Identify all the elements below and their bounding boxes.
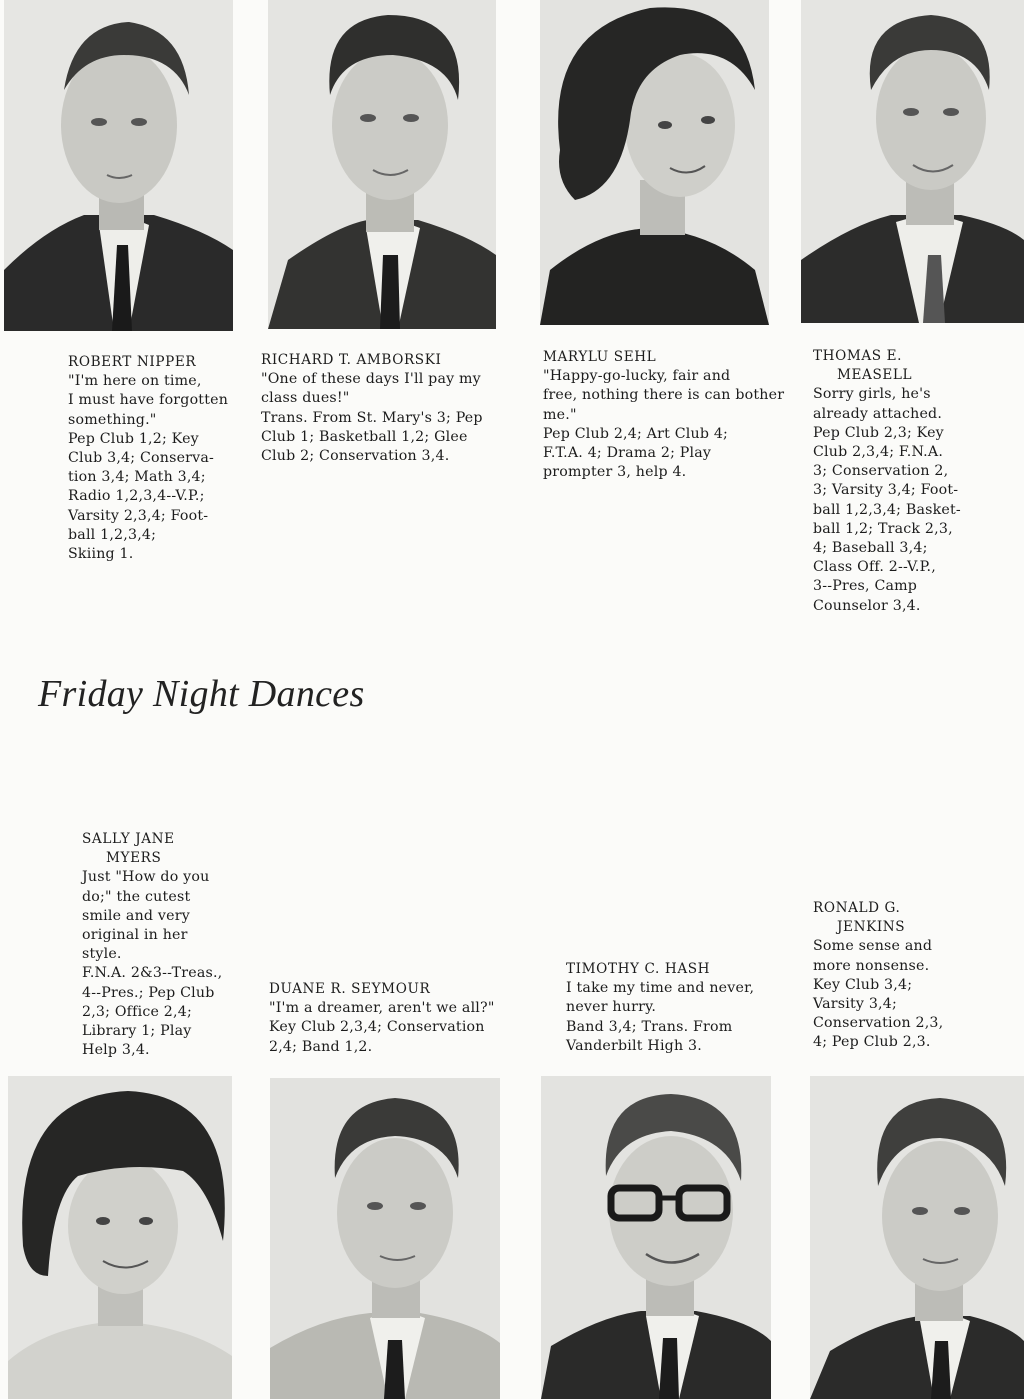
bio-duane-seymour <box>269 980 529 1057</box>
student-bio-text: I take my time and never, never hurry. Band 3,4; Trans. From Vanderbilt High 3. <box>566 980 755 1054</box>
section-title: Friday Night Dances <box>38 673 365 715</box>
student-name: ROBERT NIPPER <box>68 354 197 370</box>
bio-ronald-jenkins <box>813 899 1003 1053</box>
student-name: THOMAS E. <box>813 348 903 364</box>
student-name: RONALD G. <box>813 900 901 916</box>
student-name: TIMOTHY C. HASH <box>566 961 711 977</box>
student-bio-text: "One of these days I'll pay my class dues!" Trans. From St. Mary's 3; Pep Club 1; Basketball 1,2; Glee Club 2; Conservation 3,4. <box>261 371 483 465</box>
student-name: SALLY JANE <box>82 831 175 847</box>
student-bio-text: Some sense and more nonsense. Key Club 3,4; Varsity 3,4; Conservation 2,3, 4; Pep Club 2,3. <box>813 938 944 1051</box>
bio-sally-myers <box>82 830 262 1060</box>
portrait-duane-seymour <box>270 1078 500 1399</box>
portrait-thomas-measell <box>801 0 1024 323</box>
student-bio-text: "I'm here on time, I must have forgotten something." Pep Club 1,2; Key Club 3,4; Conserva- tion 3,4; Math 3,4; Radio 1,2,3,4--V.P.; Varsity 2,3,4; Foot- ball 1,2,3,4; Skiing 1. <box>68 373 229 563</box>
student-bio-text: Just "How do you do;" the cutest smile and very original in her style. F.N.A. 2&3--Treas., 4--Pres.; Pep Club 2,3; Office 2,4; Library 1; Play Help 3,4. <box>82 869 223 1059</box>
bio-marylu-sehl <box>543 348 803 482</box>
student-bio-text: Sorry girls, he's already attached. Pep Club 2,3; Key Club 2,3,4; F.N.A. 3; Conservation 2, 3; Varsity 3,4; Foot- ball 1,2,3,4; Basket- ball 1,2; Track 2,3, 4; Baseball 3,4; Class Off. 2--V.P., 3--Pres, Camp Counselor 3,4. <box>813 386 961 614</box>
student-bio-text: "I'm a dreamer, aren't we all?" Key Club 2,3,4; Conservation 2,4; Band 1,2. <box>269 1000 495 1055</box>
bio-timothy-hash <box>566 960 796 1056</box>
bio-thomas-measell <box>813 347 1003 616</box>
portrait-robert-nipper <box>4 0 233 331</box>
bio-richard-amborski <box>261 351 521 466</box>
student-name: MARYLU SEHL <box>543 349 657 365</box>
student-name-continued: MEASELL <box>837 367 913 384</box>
portrait-sally-myers <box>8 1076 232 1399</box>
portrait-ronald-jenkins <box>810 1076 1024 1399</box>
student-bio-text: "Happy-go-lucky, fair and free, nothing there is can bother me." Pep Club 2,4; Art Club 4; F.T.A. 4; Drama 2; Play prompter 3, help 4. <box>543 368 785 481</box>
student-name: DUANE R. SEYMOUR <box>269 981 431 997</box>
portrait-marylu-sehl <box>540 0 769 325</box>
student-name-continued: MYERS <box>106 850 162 867</box>
student-name: RICHARD T. AMBORSKI <box>261 352 442 368</box>
bio-robert-nipper <box>68 353 248 564</box>
portrait-richard-amborski <box>268 0 496 329</box>
student-name-continued: JENKINS <box>837 919 906 936</box>
portrait-timothy-hash <box>541 1076 771 1399</box>
